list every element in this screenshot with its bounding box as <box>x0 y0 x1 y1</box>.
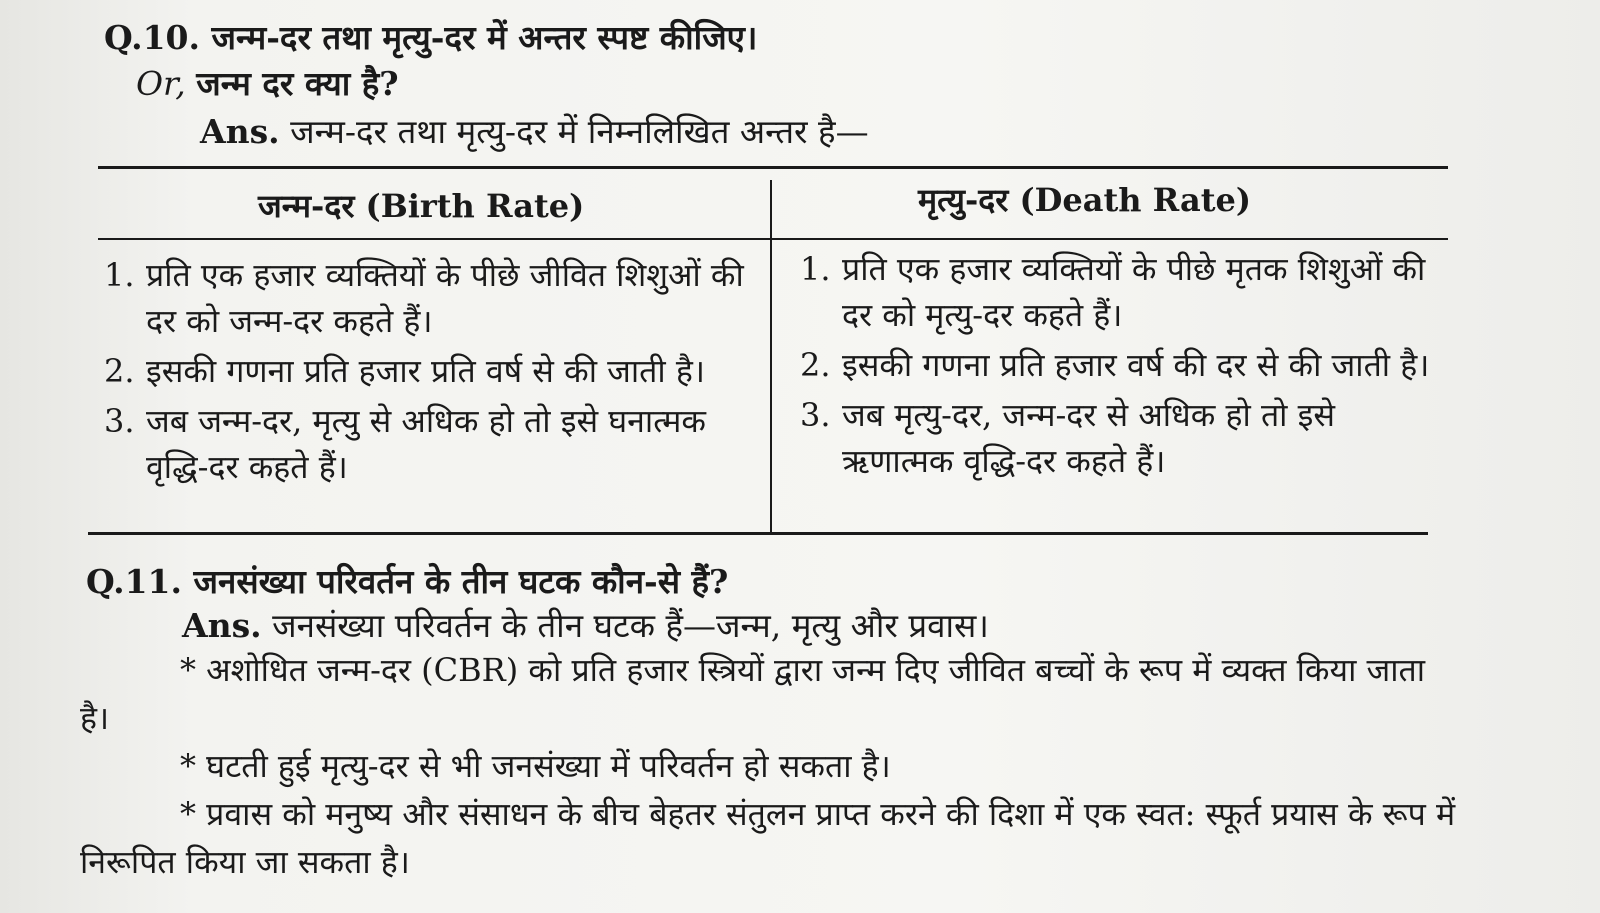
note-text: * घटती हुई मृत्यु-दर से भी जनसंख्या में परिवर्तन हो सकता है। <box>180 747 891 785</box>
note-migration <box>80 790 1460 886</box>
item-text: जब मृत्यु-दर, जन्म-दर से अधिक हो तो इसे ऋणात्मक वृद्धि-दर कहते हैं। <box>842 396 1335 480</box>
item-text: इसकी गणना प्रति हजार वर्ष की दर से की जाती है। <box>842 346 1430 384</box>
item-number: 3. <box>104 402 135 440</box>
or-label: Or, <box>136 64 186 103</box>
birth-rate-item <box>104 398 744 490</box>
question-11-label: Q.11. <box>86 562 183 601</box>
question-10-label: Q.10. <box>104 18 201 57</box>
table-bottom-rule <box>88 532 1428 535</box>
death-rate-item <box>800 342 1440 388</box>
birth-rate-item <box>104 348 744 394</box>
answer-10-text: जन्म-दर तथा मृत्यु-दर में निम्नलिखित अन्तर है— <box>290 112 869 151</box>
item-number: 2. <box>104 352 135 390</box>
death-rate-item <box>800 392 1440 484</box>
item-text: प्रति एक हजार व्यक्तियों के पीछे मृतक शिशुओं की दर को मृत्यु-दर कहते हैं। <box>842 250 1426 334</box>
question-11-text: जनसंख्या परिवर्तन के तीन घटक कौन-से हैं? <box>193 562 729 601</box>
item-number: 1. <box>800 250 831 288</box>
table-column-divider <box>770 180 772 534</box>
header-death-rate: मृत्यु-दर (Death Rate) <box>918 181 1251 219</box>
comparison-table <box>98 166 1448 536</box>
table-top-rule <box>98 166 1448 169</box>
table-header-rule <box>98 238 1448 240</box>
question-10-text: जन्म-दर तथा मृत्यु-दर में अन्तर स्पष्ट कीजिए। <box>211 18 758 57</box>
answer-11-text: जनसंख्या परिवर्तन के तीन घटक हैं—जन्म, मृत्यु और प्रवास। <box>272 606 989 645</box>
item-text: इसकी गणना प्रति हजार प्रति वर्ष से की जाती है। <box>146 352 706 390</box>
or-question-text: जन्म दर क्या है? <box>196 64 399 103</box>
note-text: * अशोधित जन्म-दर (CBR) को प्रति हजार स्त्रियों द्वारा जन्म दिए जीवित बच्चों के रूप में व्यक्त किया जाता है। <box>80 651 1426 737</box>
note-death-rate <box>80 742 1460 790</box>
item-number: 2. <box>800 346 831 384</box>
death-rate-column <box>800 246 1440 488</box>
answer-10 <box>200 112 869 152</box>
question-10-or <box>136 64 399 104</box>
item-number: 3. <box>800 396 831 434</box>
answer-11-label: Ans. <box>182 606 262 645</box>
item-text: प्रति एक हजार व्यक्तियों के पीछे जीवित शिशुओं की दर को जन्म-दर कहते हैं। <box>146 256 744 340</box>
note-cbr <box>80 646 1460 742</box>
birth-rate-item <box>104 252 744 344</box>
note-text: * प्रवास को मनुष्य और संसाधन के बीच बेहतर संतुलन प्राप्त करने की दिशा में एक स्वत: स्फूर्त प्रयास के रूप में निरूपित किया जा सकता है। <box>80 795 1456 881</box>
question-11 <box>86 562 728 602</box>
question-10 <box>104 18 757 58</box>
death-rate-item <box>800 246 1440 338</box>
item-number: 1. <box>104 256 135 294</box>
answer-10-label: Ans. <box>200 112 280 151</box>
header-birth-rate: जन्म-दर (Birth Rate) <box>258 187 585 225</box>
item-text: जब जन्म-दर, मृत्यु से अधिक हो तो इसे घनात्मक वृद्धि-दर कहते हैं। <box>146 402 706 486</box>
birth-rate-column <box>104 252 744 494</box>
answer-11 <box>182 606 989 646</box>
